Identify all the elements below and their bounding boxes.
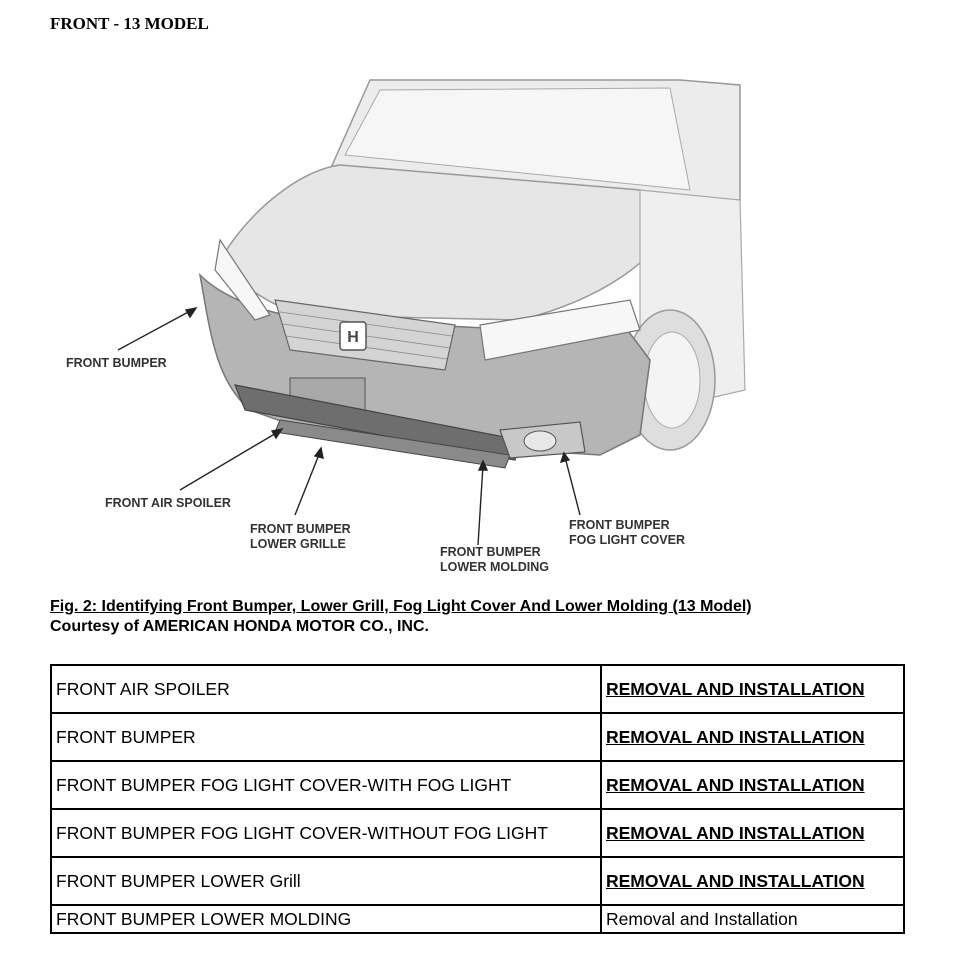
removal-installation-link[interactable]: REMOVAL AND INSTALLATION xyxy=(601,809,904,857)
callout-fog-light-cover: FRONT BUMPER FOG LIGHT COVER xyxy=(569,518,685,547)
table-cell-name: FRONT BUMPER LOWER MOLDING xyxy=(51,905,601,933)
removal-installation-text: Removal and Installation xyxy=(601,905,904,933)
removal-installation-link[interactable]: REMOVAL AND INSTALLATION xyxy=(601,713,904,761)
table-row xyxy=(51,761,904,809)
callout-front-air-spoiler: FRONT AIR SPOILER xyxy=(105,496,231,510)
table-row xyxy=(51,905,904,933)
table-cell-name: FRONT BUMPER xyxy=(51,713,601,761)
callout-lower-grille: FRONT BUMPER LOWER GRILLE xyxy=(250,522,351,551)
table-row xyxy=(51,665,904,713)
svg-text:H: H xyxy=(347,329,359,346)
figure-title: Fig. 2: Identifying Front Bumper, Lower Grill, Fog Light Cover And Lower Molding (13 Model) xyxy=(50,598,752,615)
removal-installation-link[interactable]: REMOVAL AND INSTALLATION xyxy=(601,857,904,905)
page-heading: FRONT - 13 MODEL xyxy=(50,14,209,33)
figure-caption xyxy=(50,597,752,637)
table-cell-name: FRONT BUMPER FOG LIGHT COVER-WITH FOG LIGHT xyxy=(51,761,601,809)
procedure-table xyxy=(50,664,905,934)
removal-installation-link[interactable]: REMOVAL AND INSTALLATION xyxy=(601,665,904,713)
table-row xyxy=(51,809,904,857)
table-row xyxy=(51,713,904,761)
callout-lower-molding: FRONT BUMPER LOWER MOLDING xyxy=(440,545,550,574)
removal-installation-link[interactable]: REMOVAL AND INSTALLATION xyxy=(601,761,904,809)
callout-front-bumper: FRONT BUMPER xyxy=(66,356,167,370)
table-row xyxy=(51,857,904,905)
table-cell-name: FRONT BUMPER FOG LIGHT COVER-WITHOUT FOG LIGHT xyxy=(51,809,601,857)
table-cell-name: FRONT AIR SPOILER xyxy=(51,665,601,713)
car-illustration xyxy=(40,60,800,590)
courtesy-line: Courtesy of AMERICAN HONDA MOTOR CO., INC. xyxy=(50,618,429,635)
table-cell-name: FRONT BUMPER LOWER Grill xyxy=(51,857,601,905)
